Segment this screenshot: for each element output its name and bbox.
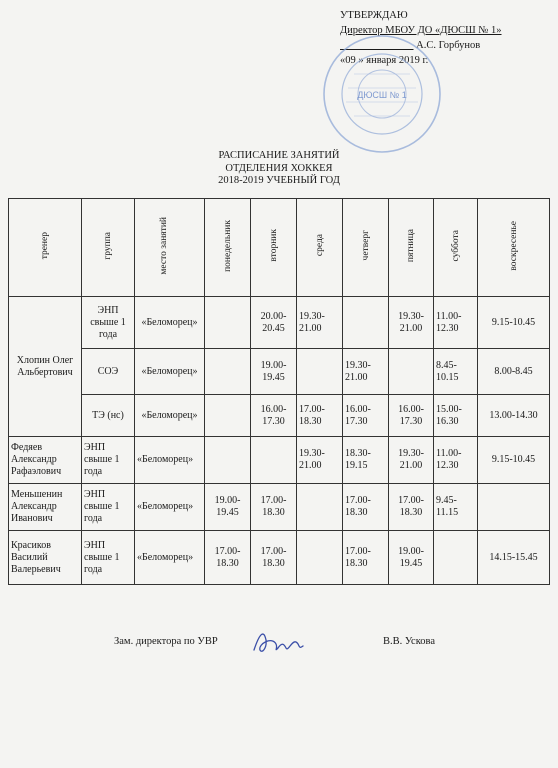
group-cell: ЭНП свыше 1 года bbox=[82, 484, 135, 531]
schedule-cell: 19.30-21.00 bbox=[389, 297, 434, 349]
trainer-cell: Красиков Василий Валерьевич bbox=[9, 531, 82, 585]
approval-title: УТВЕРЖДАЮ bbox=[340, 10, 408, 21]
schedule-cell bbox=[389, 349, 434, 395]
header-thursday: четверг bbox=[343, 199, 389, 297]
header-monday: понедельник bbox=[205, 199, 251, 297]
place-cell: «Беломорец» bbox=[135, 531, 205, 585]
schedule-cell: 20.00-20.45 bbox=[251, 297, 297, 349]
header-tuesday: вторник bbox=[251, 199, 297, 297]
schedule-table bbox=[8, 198, 550, 585]
trainer-cell: Федяев Александр Рафаэлович bbox=[9, 437, 82, 484]
schedule-cell: 19.00-19.45 bbox=[251, 349, 297, 395]
group-cell: ЭНП свыше 1 года bbox=[82, 531, 135, 585]
schedule-cell: 16.00-17.30 bbox=[389, 395, 434, 437]
schedule-cell: 8.00-8.45 bbox=[478, 349, 550, 395]
schedule-cell: 19.00-19.45 bbox=[205, 484, 251, 531]
stamp-center-text: ДЮСШ № 1 bbox=[357, 90, 407, 100]
document-title bbox=[0, 150, 558, 188]
header-wednesday: среда bbox=[297, 199, 343, 297]
official-stamp bbox=[318, 30, 446, 158]
table-row bbox=[9, 297, 550, 349]
schedule-cell: 14.15-15.45 bbox=[478, 531, 550, 585]
schedule-cell: 19.30-21.00 bbox=[297, 297, 343, 349]
title-line-3: 2018-2019 УЧЕБНЫЙ ГОД bbox=[218, 175, 340, 186]
schedule-cell bbox=[205, 349, 251, 395]
handwritten-signature bbox=[250, 626, 306, 660]
schedule-cell: 11.00-12.30 bbox=[434, 297, 478, 349]
schedule-cell: 9.15-10.45 bbox=[478, 297, 550, 349]
schedule-cell: 9.15-10.45 bbox=[478, 437, 550, 484]
schedule-cell: 8.45-10.15 bbox=[434, 349, 478, 395]
table-row bbox=[9, 531, 550, 585]
schedule-cell: 17.00-18.30 bbox=[343, 484, 389, 531]
table-row bbox=[9, 395, 550, 437]
schedule-cell: 17.00-18.30 bbox=[205, 531, 251, 585]
schedule-cell: 11.00-12.30 bbox=[434, 437, 478, 484]
place-cell: «Беломорец» bbox=[135, 349, 205, 395]
header-friday: пятница bbox=[389, 199, 434, 297]
table-row bbox=[9, 437, 550, 484]
trainer-cell: Меньшенин Александр Иванович bbox=[9, 484, 82, 531]
schedule-cell: 15.00-16.30 bbox=[434, 395, 478, 437]
schedule-cell bbox=[297, 531, 343, 585]
schedule-cell bbox=[297, 349, 343, 395]
schedule-cell: 16.00-17.30 bbox=[251, 395, 297, 437]
schedule-cell bbox=[434, 531, 478, 585]
trainer-cell: Хлопин Олег Альбертович bbox=[9, 297, 82, 437]
place-cell: «Беломорец» bbox=[135, 484, 205, 531]
schedule-cell: 9.45-11.15 bbox=[434, 484, 478, 531]
title-line-2: ОТДЕЛЕНИЯ ХОККЕЯ bbox=[225, 162, 333, 174]
group-cell: ЭНП свыше 1 года bbox=[82, 297, 135, 349]
schedule-cell: 19.30-21.00 bbox=[297, 437, 343, 484]
schedule-cell bbox=[251, 437, 297, 484]
schedule-cell: 19.30-21.00 bbox=[343, 349, 389, 395]
schedule-cell bbox=[205, 437, 251, 484]
table-row bbox=[9, 349, 550, 395]
header-saturday: суббота bbox=[434, 199, 478, 297]
schedule-cell bbox=[478, 484, 550, 531]
approval-position: Директор МБОУ ДО «ДЮСШ № 1» bbox=[340, 25, 502, 36]
title-line-1: РАСПИСАНИЕ ЗАНЯТИЙ bbox=[218, 150, 340, 161]
schedule-cell bbox=[297, 484, 343, 531]
group-cell: СОЭ bbox=[82, 349, 135, 395]
place-cell: «Беломорец» bbox=[135, 395, 205, 437]
schedule-cell bbox=[205, 297, 251, 349]
approval-name: А.С. Горбунов bbox=[416, 40, 481, 51]
schedule-cell: 19.30-21.00 bbox=[389, 437, 434, 484]
header-place: место занятий bbox=[135, 199, 205, 297]
footer-signature-line bbox=[0, 636, 558, 656]
schedule-cell bbox=[343, 297, 389, 349]
schedule-cell: 17.00-18.30 bbox=[251, 531, 297, 585]
place-cell: «Беломорец» bbox=[135, 297, 205, 349]
schedule-cell bbox=[205, 395, 251, 437]
header-sunday: воскресенье bbox=[478, 199, 550, 297]
group-cell: ЭНП свыше 1 года bbox=[82, 437, 135, 484]
schedule-cell: 16.00-17.30 bbox=[343, 395, 389, 437]
schedule-cell: 17.00-18.30 bbox=[389, 484, 434, 531]
footer-name: В.В. Ускова bbox=[383, 636, 436, 647]
schedule-cell: 13.00-14.30 bbox=[478, 395, 550, 437]
approval-date: «09 » января 2019 г. bbox=[340, 55, 429, 66]
group-cell: ТЭ (нс) bbox=[82, 395, 135, 437]
schedule-cell: 17.00-18.30 bbox=[297, 395, 343, 437]
footer-role: Зам. директора по УВР bbox=[114, 636, 218, 647]
schedule-cell: 18.30-19.15 bbox=[343, 437, 389, 484]
table-row bbox=[9, 484, 550, 531]
schedule-cell: 19.00-19.45 bbox=[389, 531, 434, 585]
place-cell: «Беломорец» bbox=[135, 437, 205, 484]
schedule-cell: 17.00-18.30 bbox=[251, 484, 297, 531]
header-group: группа bbox=[82, 199, 135, 297]
header-trainer: тренер bbox=[9, 199, 82, 297]
header-row bbox=[9, 199, 550, 297]
schedule-cell: 17.00-18.30 bbox=[343, 531, 389, 585]
